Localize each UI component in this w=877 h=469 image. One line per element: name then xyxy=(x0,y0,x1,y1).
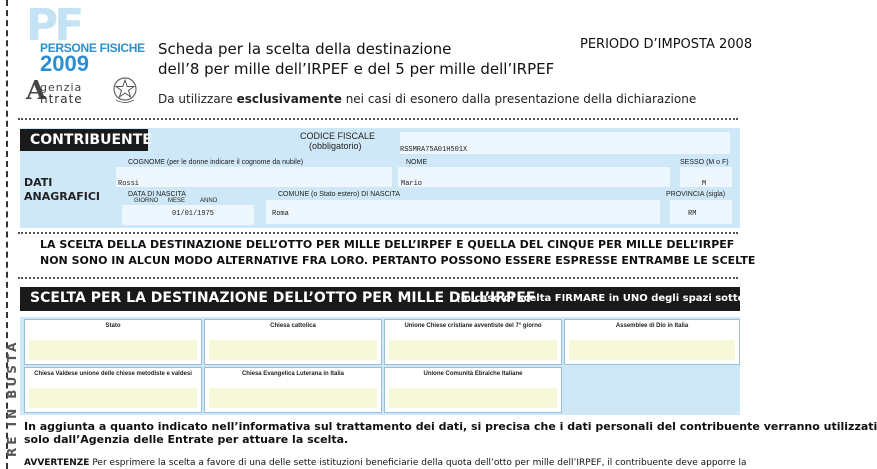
codice-fiscale-note: (obbligatorio) xyxy=(309,141,362,151)
envelope-side-text: RE IN BUSTA xyxy=(5,339,19,457)
choice-chiesa-valdese[interactable] xyxy=(24,367,202,413)
privacy-notice xyxy=(24,420,877,446)
form-subtitle xyxy=(158,92,696,106)
nome-field[interactable] xyxy=(398,167,670,187)
choice-caption: Unione Chiese cristiane avventiste del 7° giorno xyxy=(404,323,542,329)
privacy-line2: solo dall’Agenzia delle Entrate per attuare la scelta. xyxy=(24,433,349,446)
anno-label: ANNO xyxy=(200,198,218,204)
cognome-value: Rossi xyxy=(118,180,140,188)
data-nascita-label: DATA DI NASCITA xyxy=(128,191,186,198)
choice-chiesa-luterana[interactable] xyxy=(204,367,382,413)
republic-emblem-icon xyxy=(112,75,138,105)
notice-line2: NON SONO IN ALCUN MODO ALTERNATIVE FRA LORO. PERTANTO POSSONO ESSERE ESPRESSE ENTRAMBE LE SCELTE xyxy=(40,254,756,267)
subtitle-post: nei casi di esonero dalla presentazione della dichiarazione xyxy=(345,92,697,106)
dati-anagrafici-label xyxy=(24,176,100,204)
nome-value: Mario xyxy=(401,180,423,188)
subtitle-bold: esclusivamente xyxy=(236,92,342,106)
signature-box[interactable] xyxy=(389,388,557,408)
choice-chiese-avventiste[interactable] xyxy=(384,319,562,365)
choice-caption: Chiesa Evangelica Luterana in Italia xyxy=(241,371,345,377)
signature-box[interactable] xyxy=(389,340,557,360)
provincia-field[interactable] xyxy=(670,200,732,224)
sesso-field[interactable] xyxy=(680,167,732,187)
codice-fiscale-label: CODICE FISCALE xyxy=(300,131,376,141)
agenzia-logo-mark: A xyxy=(26,76,47,106)
logo-year: 2009 xyxy=(40,51,89,76)
notice-line1: LA SCELTA DELLA DESTINAZIONE DELL’OTTO PER MILLE DELL’IRPEF E QUELLA DEL CINQUE PER MILLE DELL’IRPEF xyxy=(40,238,735,251)
comune-value: Roma xyxy=(272,210,289,218)
logo-title: PERSONE FISICHE xyxy=(40,41,145,55)
signature-box[interactable] xyxy=(209,388,377,408)
sesso-value: M xyxy=(702,180,707,188)
data-nascita-value: 01/01/1975 xyxy=(172,210,215,218)
tax-period: PERIODO D’IMPOSTA 2008 xyxy=(580,37,753,52)
dati-label-line2: ANAGRAFICI xyxy=(24,190,101,203)
provincia-label: PROVINCIA (sigla) xyxy=(666,191,726,198)
comune-field[interactable] xyxy=(266,200,660,224)
sesso-label: SESSO (M o F) xyxy=(680,159,729,166)
signature-box[interactable] xyxy=(29,340,197,360)
cognome-field[interactable] xyxy=(116,167,392,187)
separator xyxy=(18,277,738,279)
form-title-line2: dell’8 per mille dell’IRPEF e del 5 per mille dell’IRPEF xyxy=(158,60,555,78)
mese-label: MESE xyxy=(168,198,186,204)
provincia-value: RM xyxy=(688,210,697,218)
agenzia-logo-line1: genzia xyxy=(40,81,83,94)
choice-caption: Stato xyxy=(105,323,121,329)
codice-fiscale-field[interactable] xyxy=(400,132,730,154)
choice-stato[interactable] xyxy=(24,319,202,365)
avvertenze-label: AVVERTENZE xyxy=(24,458,90,468)
choice-caption: Chiesa Valdese unione delle chiese metodiste e valdesi xyxy=(34,371,192,377)
separator xyxy=(18,232,738,234)
choice-caption: Chiesa cattolica xyxy=(270,323,316,329)
privacy-line1: In aggiunta a quanto indicato nell’informativa sul trattamento dei dati, si precisa che i dati personali del contribuente verranno utilizzati xyxy=(24,420,877,433)
otto-per-mille-header xyxy=(20,287,782,311)
signature-box[interactable] xyxy=(209,340,377,360)
subtitle-pre: Da utilizzare xyxy=(158,92,233,106)
choice-caption: Unione Comunità Ebraiche Italiane xyxy=(423,371,523,377)
otto-per-mille-heading: SCELTA PER LA DESTINAZIONE DELL’OTTO PER MILLE DELL’IRPEF xyxy=(30,290,536,306)
choice-chiesa-cattolica[interactable] xyxy=(204,319,382,365)
giorno-label: GIORNO xyxy=(134,198,159,204)
otto-per-mille-choices xyxy=(20,317,740,415)
choice-assemblee-di-dio[interactable] xyxy=(564,319,740,365)
contribuente-tab: CONTRIBUENTE xyxy=(20,129,148,151)
signature-box[interactable] xyxy=(569,340,735,360)
avvertenze-text: Per esprimere la scelta a favore di una delle sette istituzioni beneficiarie della quota dell’otto per mille dell’IRPEF, il contribuente deve apporre la xyxy=(92,458,747,468)
avvertenze xyxy=(24,458,747,468)
separator xyxy=(18,118,738,120)
otto-per-mille-heading-note: (in caso di scelta FIRMARE in UNO degli spazi sottostanti) xyxy=(456,293,782,304)
dati-label-line1: DATI xyxy=(24,176,53,189)
codice-fiscale-value: RSSMRA75A01H501X xyxy=(400,146,468,154)
nome-label: NOME xyxy=(406,159,427,166)
pf-logo-letters: PF xyxy=(26,0,81,51)
cognome-label: COGNOME (per le donne indicare il cognome da nubile) xyxy=(128,159,304,166)
signature-box[interactable] xyxy=(29,388,197,408)
choice-comunita-ebraiche[interactable] xyxy=(384,367,562,413)
data-nascita-field[interactable] xyxy=(122,205,254,225)
comune-label: COMUNE (o Stato estero) DI NASCITA xyxy=(278,191,401,198)
choice-caption: Assemblee di Dio in Italia xyxy=(615,323,689,329)
form-title-line1: Scheda per la scelta della destinazione xyxy=(158,40,452,58)
agenzia-logo-line2: ntrate xyxy=(40,92,83,106)
